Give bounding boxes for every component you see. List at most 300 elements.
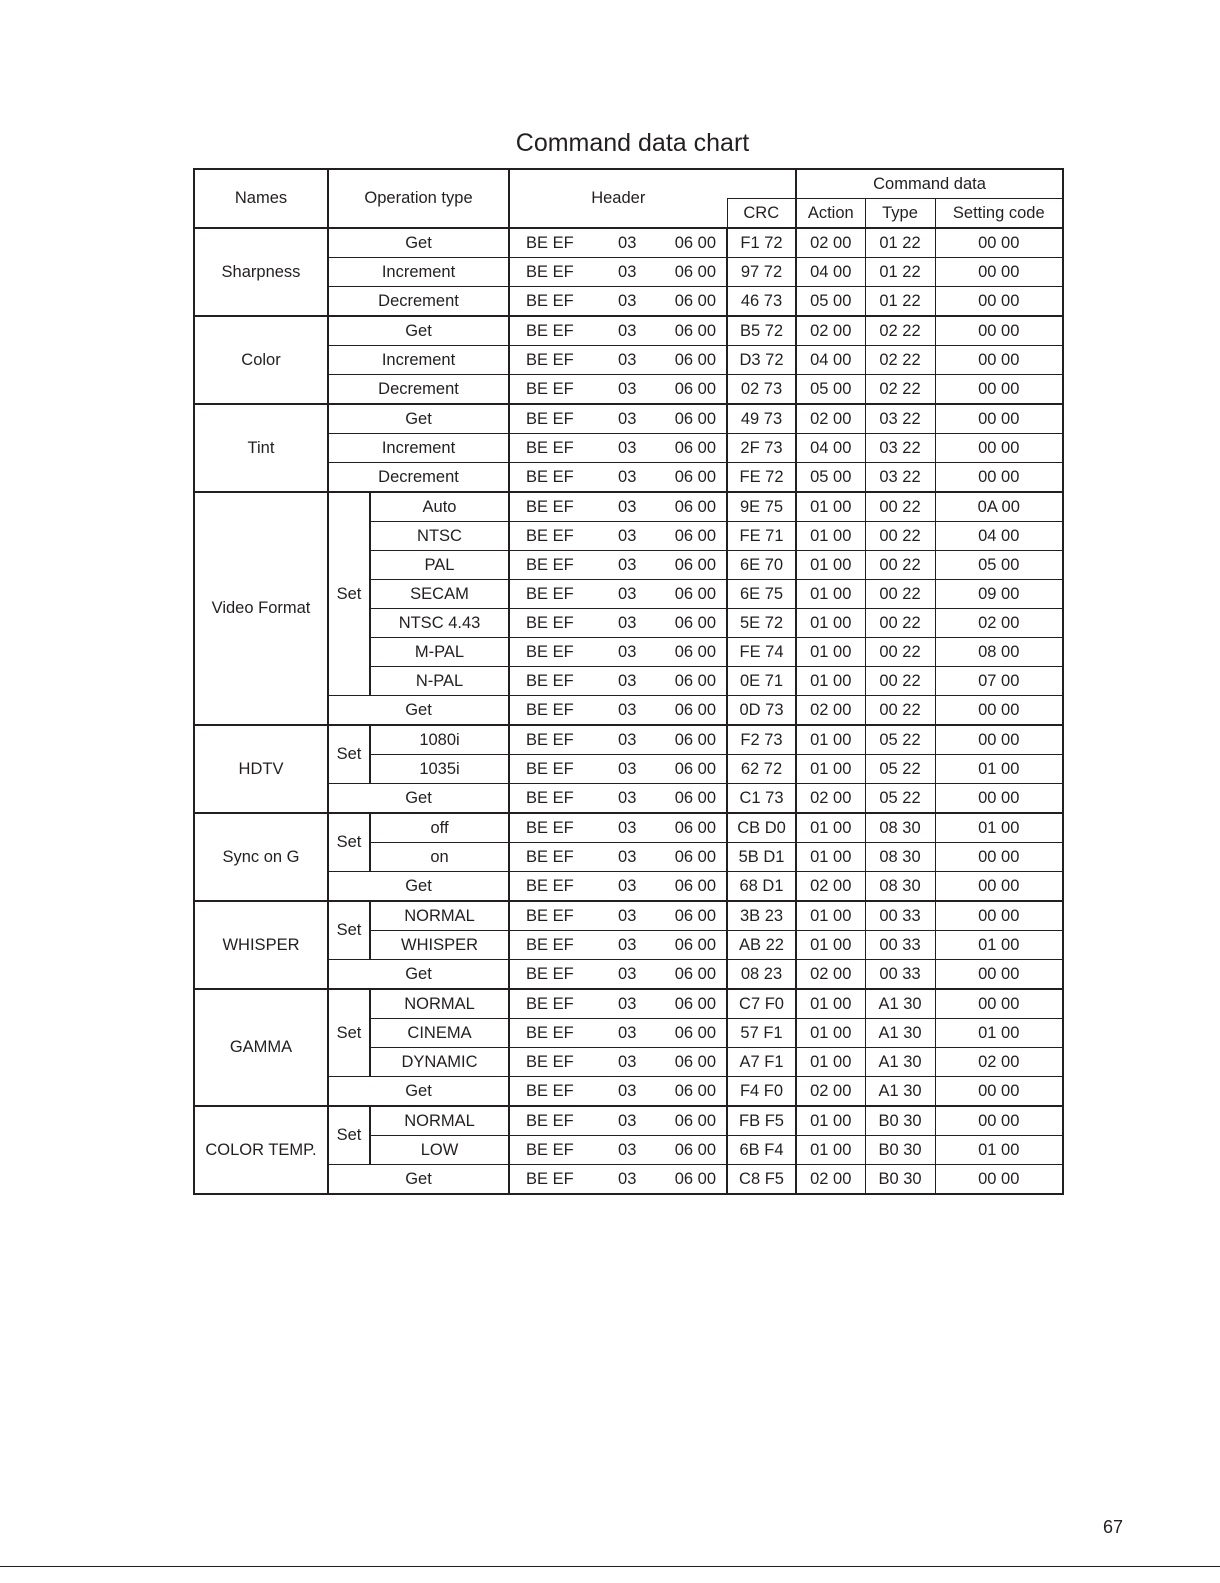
header-bytes (509, 901, 727, 931)
header-bytes (509, 1019, 727, 1048)
header-byte: 06 00 (674, 321, 717, 340)
setting-code-value: 00 00 (935, 784, 1063, 814)
header-byte: BE EF (526, 467, 574, 486)
type-value: A1 30 (865, 989, 935, 1019)
operation-cell: Decrement (328, 463, 509, 493)
action-value: 01 00 (796, 667, 865, 696)
operation-cell: Get (328, 784, 509, 814)
header-byte: BE EF (526, 906, 574, 925)
operation-cell: CINEMA (370, 1019, 509, 1048)
action-value: 02 00 (796, 696, 865, 726)
type-value: A1 30 (865, 1019, 935, 1048)
type-value: 08 30 (865, 872, 935, 902)
header-bytes-group (510, 643, 726, 662)
header-byte: 06 00 (674, 584, 717, 603)
crc-value: 9E 75 (727, 492, 796, 522)
header-byte: 06 00 (674, 1140, 717, 1159)
operation-cell: NTSC 4.43 (370, 609, 509, 638)
type-value: 05 22 (865, 755, 935, 784)
crc-value: 0D 73 (727, 696, 796, 726)
crc-value: 02 73 (727, 375, 796, 405)
setting-code-value: 00 00 (935, 375, 1063, 405)
header-bytes-group (510, 498, 726, 517)
action-value: 02 00 (796, 784, 865, 814)
setting-code-value: 00 00 (935, 1165, 1063, 1195)
header-type: Type (865, 199, 935, 229)
header-bytes-group (510, 995, 726, 1014)
header-byte: 06 00 (674, 642, 717, 661)
header-byte: BE EF (526, 847, 574, 866)
header-bytes-group (510, 789, 726, 808)
operation-cell: Increment (328, 258, 509, 287)
action-value: 01 00 (796, 638, 865, 667)
operation-cell: Decrement (328, 375, 509, 405)
header-byte: 06 00 (674, 759, 717, 778)
setting-code-value: 01 00 (935, 1019, 1063, 1048)
type-value: 02 22 (865, 316, 935, 346)
page-number: 67 (1103, 1517, 1124, 1537)
header-byte: 03 (618, 321, 637, 340)
header-bytes-group (510, 234, 726, 253)
header-byte: 03 (618, 1081, 637, 1100)
crc-value: 5B D1 (727, 843, 796, 872)
header-byte: BE EF (526, 409, 574, 428)
setting-code-value: 00 00 (935, 346, 1063, 375)
header-byte: 03 (618, 1140, 637, 1159)
header-byte: 03 (618, 671, 637, 690)
type-value: 02 22 (865, 346, 935, 375)
header-byte: BE EF (526, 964, 574, 983)
type-value: 00 22 (865, 609, 935, 638)
header-bytes-group (510, 877, 726, 896)
setting-code-value: 00 00 (935, 434, 1063, 463)
header-byte: 03 (618, 379, 637, 398)
table-row (194, 901, 1063, 931)
header-byte: 03 (618, 438, 637, 457)
header-byte: 06 00 (674, 1081, 717, 1100)
header-byte: 03 (618, 291, 637, 310)
type-value: 08 30 (865, 843, 935, 872)
action-value: 05 00 (796, 287, 865, 317)
header-byte: 06 00 (674, 906, 717, 925)
type-value: B0 30 (865, 1165, 935, 1195)
header-byte: 06 00 (674, 379, 717, 398)
crc-value: D3 72 (727, 346, 796, 375)
header-byte: 06 00 (674, 409, 717, 428)
setting-code-value: 00 00 (935, 404, 1063, 434)
action-value: 01 00 (796, 609, 865, 638)
crc-value: 3B 23 (727, 901, 796, 931)
set-label: Set (328, 901, 370, 960)
type-value: 00 33 (865, 901, 935, 931)
type-value: 03 22 (865, 463, 935, 493)
header-byte: 03 (618, 1023, 637, 1042)
action-value: 01 00 (796, 931, 865, 960)
header-bytes-group (510, 439, 726, 458)
action-value: 04 00 (796, 434, 865, 463)
header-byte: 03 (618, 555, 637, 574)
header-bytes (509, 725, 727, 755)
action-value: 01 00 (796, 1106, 865, 1136)
operation-cell: Get (328, 1077, 509, 1107)
header-byte: BE EF (526, 438, 574, 457)
crc-value: FE 72 (727, 463, 796, 493)
row-name: GAMMA (194, 989, 328, 1106)
action-value: 02 00 (796, 404, 865, 434)
set-label: Set (328, 725, 370, 784)
header-bytes (509, 872, 727, 902)
set-label: Set (328, 989, 370, 1077)
header-byte: 03 (618, 584, 637, 603)
crc-value: 2F 73 (727, 434, 796, 463)
type-value: 02 22 (865, 375, 935, 405)
crc-value: 68 D1 (727, 872, 796, 902)
header-bytes-group (510, 760, 726, 779)
header-byte: BE EF (526, 584, 574, 603)
crc-value: 5E 72 (727, 609, 796, 638)
header-bytes-group (510, 410, 726, 429)
header-bytes (509, 638, 727, 667)
header-byte: BE EF (526, 262, 574, 281)
type-value: 00 22 (865, 696, 935, 726)
type-value: 00 22 (865, 638, 935, 667)
header-bytes-group (510, 1053, 726, 1072)
header-byte: 06 00 (674, 555, 717, 574)
crc-value: 49 73 (727, 404, 796, 434)
header-bytes (509, 463, 727, 493)
setting-code-value: 00 00 (935, 872, 1063, 902)
type-value: 03 22 (865, 434, 935, 463)
header-byte: 03 (618, 935, 637, 954)
header-byte: 03 (618, 876, 637, 895)
header-byte: 06 00 (674, 994, 717, 1013)
header-byte: BE EF (526, 233, 574, 252)
crc-value: F2 73 (727, 725, 796, 755)
crc-value: 57 F1 (727, 1019, 796, 1048)
header-byte: 06 00 (674, 526, 717, 545)
header-bytes (509, 287, 727, 317)
header-bytes (509, 492, 727, 522)
header-bytes-group (510, 1024, 726, 1043)
header-byte: 03 (618, 526, 637, 545)
crc-value: FE 74 (727, 638, 796, 667)
type-value: 00 33 (865, 960, 935, 990)
header-byte: BE EF (526, 350, 574, 369)
operation-cell: Get (328, 872, 509, 902)
type-value: B0 30 (865, 1106, 935, 1136)
header-byte: 03 (618, 497, 637, 516)
header-byte: 03 (618, 233, 637, 252)
header-bytes-group (510, 614, 726, 633)
action-value: 02 00 (796, 960, 865, 990)
action-value: 01 00 (796, 813, 865, 843)
header-bytes (509, 843, 727, 872)
header-byte: 03 (618, 818, 637, 837)
type-value: B0 30 (865, 1136, 935, 1165)
header-bytes (509, 316, 727, 346)
setting-code-value: 00 00 (935, 463, 1063, 493)
header-byte: 06 00 (674, 1169, 717, 1188)
action-value: 01 00 (796, 755, 865, 784)
type-value: 01 22 (865, 258, 935, 287)
type-value: 00 22 (865, 580, 935, 609)
row-name: Sharpness (194, 228, 328, 316)
header-bytes-group (510, 468, 726, 487)
action-value: 02 00 (796, 316, 865, 346)
table-row (194, 228, 1063, 258)
crc-value: FE 71 (727, 522, 796, 551)
header-byte: 03 (618, 906, 637, 925)
crc-value: 6E 70 (727, 551, 796, 580)
type-value: 08 30 (865, 813, 935, 843)
header-bytes-group (510, 556, 726, 575)
operation-cell: WHISPER (370, 931, 509, 960)
header-byte: 06 00 (674, 262, 717, 281)
header-bytes (509, 755, 727, 784)
header-byte: BE EF (526, 555, 574, 574)
header-bytes (509, 1165, 727, 1195)
action-value: 04 00 (796, 258, 865, 287)
header-bytes (509, 784, 727, 814)
setting-code-value: 00 00 (935, 1077, 1063, 1107)
crc-value: C7 F0 (727, 989, 796, 1019)
header-byte: 03 (618, 847, 637, 866)
header-bytes (509, 551, 727, 580)
header-byte: 06 00 (674, 876, 717, 895)
header-names: Names (194, 169, 328, 228)
type-value: 00 33 (865, 931, 935, 960)
header-byte: 03 (618, 642, 637, 661)
header-bytes-group (510, 731, 726, 750)
header-byte: BE EF (526, 291, 574, 310)
crc-value: 62 72 (727, 755, 796, 784)
header-bytes (509, 960, 727, 990)
header-header: Header (509, 169, 727, 228)
operation-cell: Get (328, 696, 509, 726)
action-value: 01 00 (796, 551, 865, 580)
action-value: 01 00 (796, 522, 865, 551)
header-byte: BE EF (526, 613, 574, 632)
type-value: A1 30 (865, 1048, 935, 1077)
action-value: 01 00 (796, 1048, 865, 1077)
header-bytes-group (510, 1112, 726, 1131)
header-byte: BE EF (526, 526, 574, 545)
action-value: 01 00 (796, 843, 865, 872)
command-data-table (193, 168, 1064, 1195)
header-byte: BE EF (526, 1111, 574, 1130)
header-byte: 06 00 (674, 467, 717, 486)
header-byte: BE EF (526, 1140, 574, 1159)
operation-cell: NORMAL (370, 1106, 509, 1136)
header-bytes-group (510, 263, 726, 282)
crc-value: 6B F4 (727, 1136, 796, 1165)
setting-code-value: 04 00 (935, 522, 1063, 551)
setting-code-value: 00 00 (935, 725, 1063, 755)
header-byte: 03 (618, 467, 637, 486)
setting-code-value: 08 00 (935, 638, 1063, 667)
type-value: 05 22 (865, 725, 935, 755)
row-name: HDTV (194, 725, 328, 813)
type-value: 00 22 (865, 551, 935, 580)
crc-value: C1 73 (727, 784, 796, 814)
header-byte: 03 (618, 700, 637, 719)
setting-code-value: 09 00 (935, 580, 1063, 609)
operation-cell: NTSC (370, 522, 509, 551)
table-row (194, 404, 1063, 434)
setting-code-value: 01 00 (935, 813, 1063, 843)
header-byte: 03 (618, 964, 637, 983)
operation-cell: 1080i (370, 725, 509, 755)
header-bytes (509, 1106, 727, 1136)
operation-cell: Get (328, 228, 509, 258)
setting-code-value: 00 00 (935, 696, 1063, 726)
operation-cell: N-PAL (370, 667, 509, 696)
header-bytes (509, 813, 727, 843)
header-bytes (509, 580, 727, 609)
header-byte: 06 00 (674, 788, 717, 807)
header-byte: 06 00 (674, 818, 717, 837)
header-crc: CRC (727, 199, 796, 229)
header-byte: 06 00 (674, 613, 717, 632)
header-bytes-group (510, 351, 726, 370)
action-value: 02 00 (796, 1165, 865, 1195)
crc-value: B5 72 (727, 316, 796, 346)
setting-code-value: 00 00 (935, 960, 1063, 990)
set-label: Set (328, 492, 370, 696)
setting-code-value: 01 00 (935, 755, 1063, 784)
header-byte: BE EF (526, 1052, 574, 1071)
header-bytes-group (510, 1082, 726, 1101)
header-byte: 06 00 (674, 233, 717, 252)
action-value: 02 00 (796, 1077, 865, 1107)
action-value: 04 00 (796, 346, 865, 375)
table-row (194, 1106, 1063, 1136)
header-byte: 03 (618, 759, 637, 778)
header-bytes (509, 404, 727, 434)
header-byte: BE EF (526, 818, 574, 837)
table-row (194, 725, 1063, 755)
setting-code-value: 00 00 (935, 843, 1063, 872)
page-title: Command data chart (515, 129, 750, 157)
type-value: 01 22 (865, 287, 935, 317)
header-byte: BE EF (526, 1023, 574, 1042)
setting-code-value: 01 00 (935, 1136, 1063, 1165)
type-value: 05 22 (865, 784, 935, 814)
crc-value: F4 F0 (727, 1077, 796, 1107)
action-value: 01 00 (796, 725, 865, 755)
header-byte: 06 00 (674, 700, 717, 719)
action-value: 01 00 (796, 989, 865, 1019)
setting-code-value: 00 00 (935, 258, 1063, 287)
header-byte: 06 00 (674, 847, 717, 866)
action-value: 02 00 (796, 228, 865, 258)
header-bytes (509, 1136, 727, 1165)
header-byte: 03 (618, 613, 637, 632)
operation-cell: PAL (370, 551, 509, 580)
header-bytes (509, 434, 727, 463)
crc-value: 0E 71 (727, 667, 796, 696)
header-byte: BE EF (526, 642, 574, 661)
header-bytes (509, 522, 727, 551)
crc-value: 46 73 (727, 287, 796, 317)
header-byte: BE EF (526, 1081, 574, 1100)
page-edge-line (0, 1566, 1220, 1567)
header-bytes (509, 696, 727, 726)
header-byte: 03 (618, 350, 637, 369)
operation-cell: Get (328, 404, 509, 434)
row-name: COLOR TEMP. (194, 1106, 328, 1194)
type-value: 00 22 (865, 522, 935, 551)
action-value: 01 00 (796, 1019, 865, 1048)
type-value: 03 22 (865, 404, 935, 434)
header-bytes (509, 667, 727, 696)
operation-cell: 1035i (370, 755, 509, 784)
header-byte: 03 (618, 994, 637, 1013)
header-bytes (509, 375, 727, 405)
header-bytes (509, 346, 727, 375)
type-value: 01 22 (865, 228, 935, 258)
action-value: 01 00 (796, 492, 865, 522)
header-byte: 03 (618, 1052, 637, 1071)
header-bytes (509, 931, 727, 960)
header-byte: 06 00 (674, 350, 717, 369)
header-operation-type: Operation type (328, 169, 509, 228)
header-command-data: Command data (796, 169, 1063, 199)
operation-cell: Auto (370, 492, 509, 522)
setting-code-value: 00 00 (935, 316, 1063, 346)
operation-cell: Get (328, 960, 509, 990)
set-label: Set (328, 1106, 370, 1165)
header-byte: BE EF (526, 1169, 574, 1188)
header-byte: 03 (618, 262, 637, 281)
action-value: 01 00 (796, 580, 865, 609)
setting-code-value: 00 00 (935, 228, 1063, 258)
header-byte: 06 00 (674, 438, 717, 457)
header-byte: 06 00 (674, 291, 717, 310)
crc-value: AB 22 (727, 931, 796, 960)
crc-value: FB F5 (727, 1106, 796, 1136)
crc-value: 6E 75 (727, 580, 796, 609)
header-byte: BE EF (526, 935, 574, 954)
header-crc-spacer (727, 169, 796, 199)
crc-value: 97 72 (727, 258, 796, 287)
header-byte: BE EF (526, 994, 574, 1013)
row-name: Sync on G (194, 813, 328, 901)
header-byte: BE EF (526, 730, 574, 749)
header-bytes (509, 258, 727, 287)
operation-cell: Increment (328, 346, 509, 375)
header-bytes-group (510, 819, 726, 838)
header-byte: 06 00 (674, 497, 717, 516)
header-bytes-group (510, 292, 726, 311)
operation-cell: Get (328, 1165, 509, 1195)
action-value: 02 00 (796, 872, 865, 902)
type-value: 00 22 (865, 492, 935, 522)
header-bytes (509, 228, 727, 258)
table-row (194, 989, 1063, 1019)
header-byte: BE EF (526, 671, 574, 690)
header-byte: 06 00 (674, 1111, 717, 1130)
header-setting-code: Setting code (935, 199, 1063, 229)
operation-cell: SECAM (370, 580, 509, 609)
row-name: Video Format (194, 492, 328, 725)
row-name: Tint (194, 404, 328, 492)
header-action: Action (796, 199, 865, 229)
header-byte: BE EF (526, 321, 574, 340)
table-row (194, 813, 1063, 843)
setting-code-value: 02 00 (935, 1048, 1063, 1077)
header-bytes (509, 1048, 727, 1077)
